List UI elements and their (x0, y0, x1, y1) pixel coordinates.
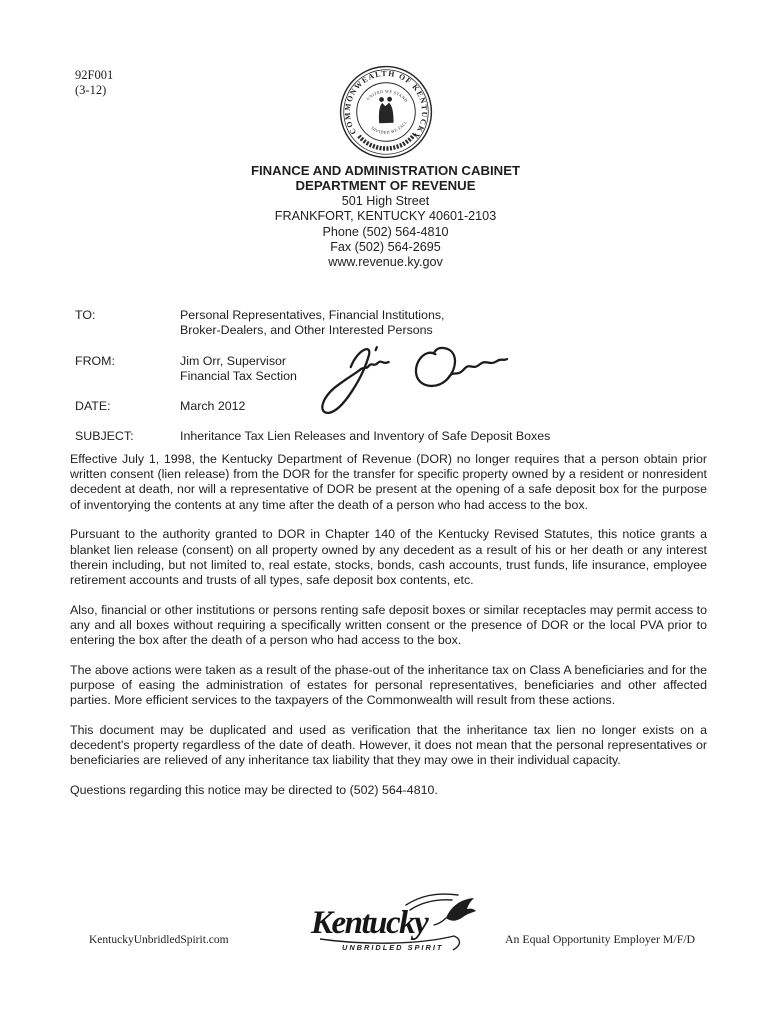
kentucky-unbridled-spirit-logo (308, 893, 478, 957)
phone-line: Phone (502) 564-4810 (322, 224, 449, 239)
memo-to-row (75, 308, 635, 338)
seal-wreath-icon (359, 134, 415, 149)
signature-jim-orr (296, 336, 510, 422)
form-number: 92F001 (75, 68, 114, 82)
letterhead (0, 163, 771, 271)
memo-subject-row (75, 429, 635, 444)
website-line: www.revenue.ky.gov (328, 255, 443, 270)
horse-head-icon (446, 898, 476, 921)
svg-text:UNITED WE STAND (365, 88, 409, 105)
equal-opportunity-text: An Equal Opportunity Employer M/F/D (505, 932, 696, 946)
form-number-block (75, 68, 113, 98)
to-value (180, 308, 635, 338)
seal-motto-bottom: DIVIDED WE FALL (370, 119, 409, 135)
from-line-1: Jim Orr, Supervisor (180, 354, 287, 368)
seal-figures-icon (378, 97, 393, 124)
kentucky-logo-icon (308, 893, 478, 957)
seal-svg (336, 60, 435, 163)
to-line-2: Broker-Dealers, and Other Interested Persons (180, 323, 433, 337)
date-label: DATE: (75, 399, 111, 413)
department-name: DEPARTMENT OF REVENUE (295, 178, 476, 194)
letter-body (70, 452, 707, 813)
form-revision: (3-12) (75, 83, 107, 97)
subject-label: SUBJECT: (75, 429, 134, 443)
cabinet-name: FINANCE AND ADMINISTRATION CABINET (250, 163, 521, 178)
paragraph-6: Questions regarding this notice may be directed to (502) 564-4810. (70, 782, 438, 797)
from-label: FROM: (75, 354, 115, 368)
paragraph-5: This document may be duplicated and used as verification that the inheritance tax lien no longer exists on a decedent's property regardless of the date of death. However, it does not mean that the personal representatives or beneficiaries are relieved of any inheritance tax liability that they may owe in their individual capacity. (70, 722, 707, 768)
seal-motto-top: UNITED WE STAND (365, 88, 410, 104)
paragraph-4: The above actions were taken as a result of the phase-out of the inheritance tax on Class A beneficiaries and for the purpose of easing the administration of estates for personal representatives, beneficiaries and other affected parties. More efficient services to the taxpayers of the Commonwealth will result from these actions. (70, 662, 707, 708)
city-state-zip: FRANKFORT, KENTUCKY 40601-2103 (274, 209, 497, 224)
paragraph-1: Effective July 1, 1998, the Kentucky Department of Revenue (DOR) no longer requires that a person obtain prior written consent (lien release) from the DOR for the transfer for specific property owned by a resident or nonresident decedent at death, nor will a representative of DOR be present at the opening of a safe deposit box for the purpose of inventorying the contents at any time after the death of a person who had access to the box. (70, 452, 707, 512)
signature-icon (296, 336, 510, 422)
fax-line: Fax (502) 564-2695 (330, 240, 441, 255)
paragraph-2: Pursuant to the authority granted to DOR in Chapter 140 of the Kentucky Revised Statutes, this notice grants a blanket lien release (consent) on all property owned by any decedent as a result of his or her death or any interest therein including, but not limited to, real estate, stocks, bonds, cash accounts, trust funds, life insurance, employee retirement accounts and trusts of all types, safe deposit box contents, etc. (70, 527, 707, 587)
paragraph-3: Also, financial or other institutions or persons renting safe deposit boxes or similar receptacles may permit access to any and all boxes without requiring a specifically written consent or the presence of DOR or the local PVA prior to entering the box after the death of a person who had access to the box. (70, 602, 707, 648)
logo-word: Kentucky (311, 905, 428, 941)
street-address: 501 High Street (341, 193, 430, 208)
from-line-2: Financial Tax Section (180, 369, 297, 383)
footer-url: KentuckyUnbridledSpirit.com (89, 934, 229, 946)
date-value: March 2012 (180, 399, 246, 413)
logo-tagline: UNBRIDLED SPIRIT (342, 943, 444, 952)
to-label: TO: (75, 308, 96, 322)
subject-value: Inheritance Tax Lien Releases and Inventory of Safe Deposit Boxes (180, 429, 551, 443)
kentucky-state-seal-icon (336, 60, 435, 163)
to-line-1: Personal Representatives, Financial Institutions, (180, 308, 445, 322)
seal-ring-text: COMMONWEALTH OF KENTUCKY (342, 68, 430, 142)
